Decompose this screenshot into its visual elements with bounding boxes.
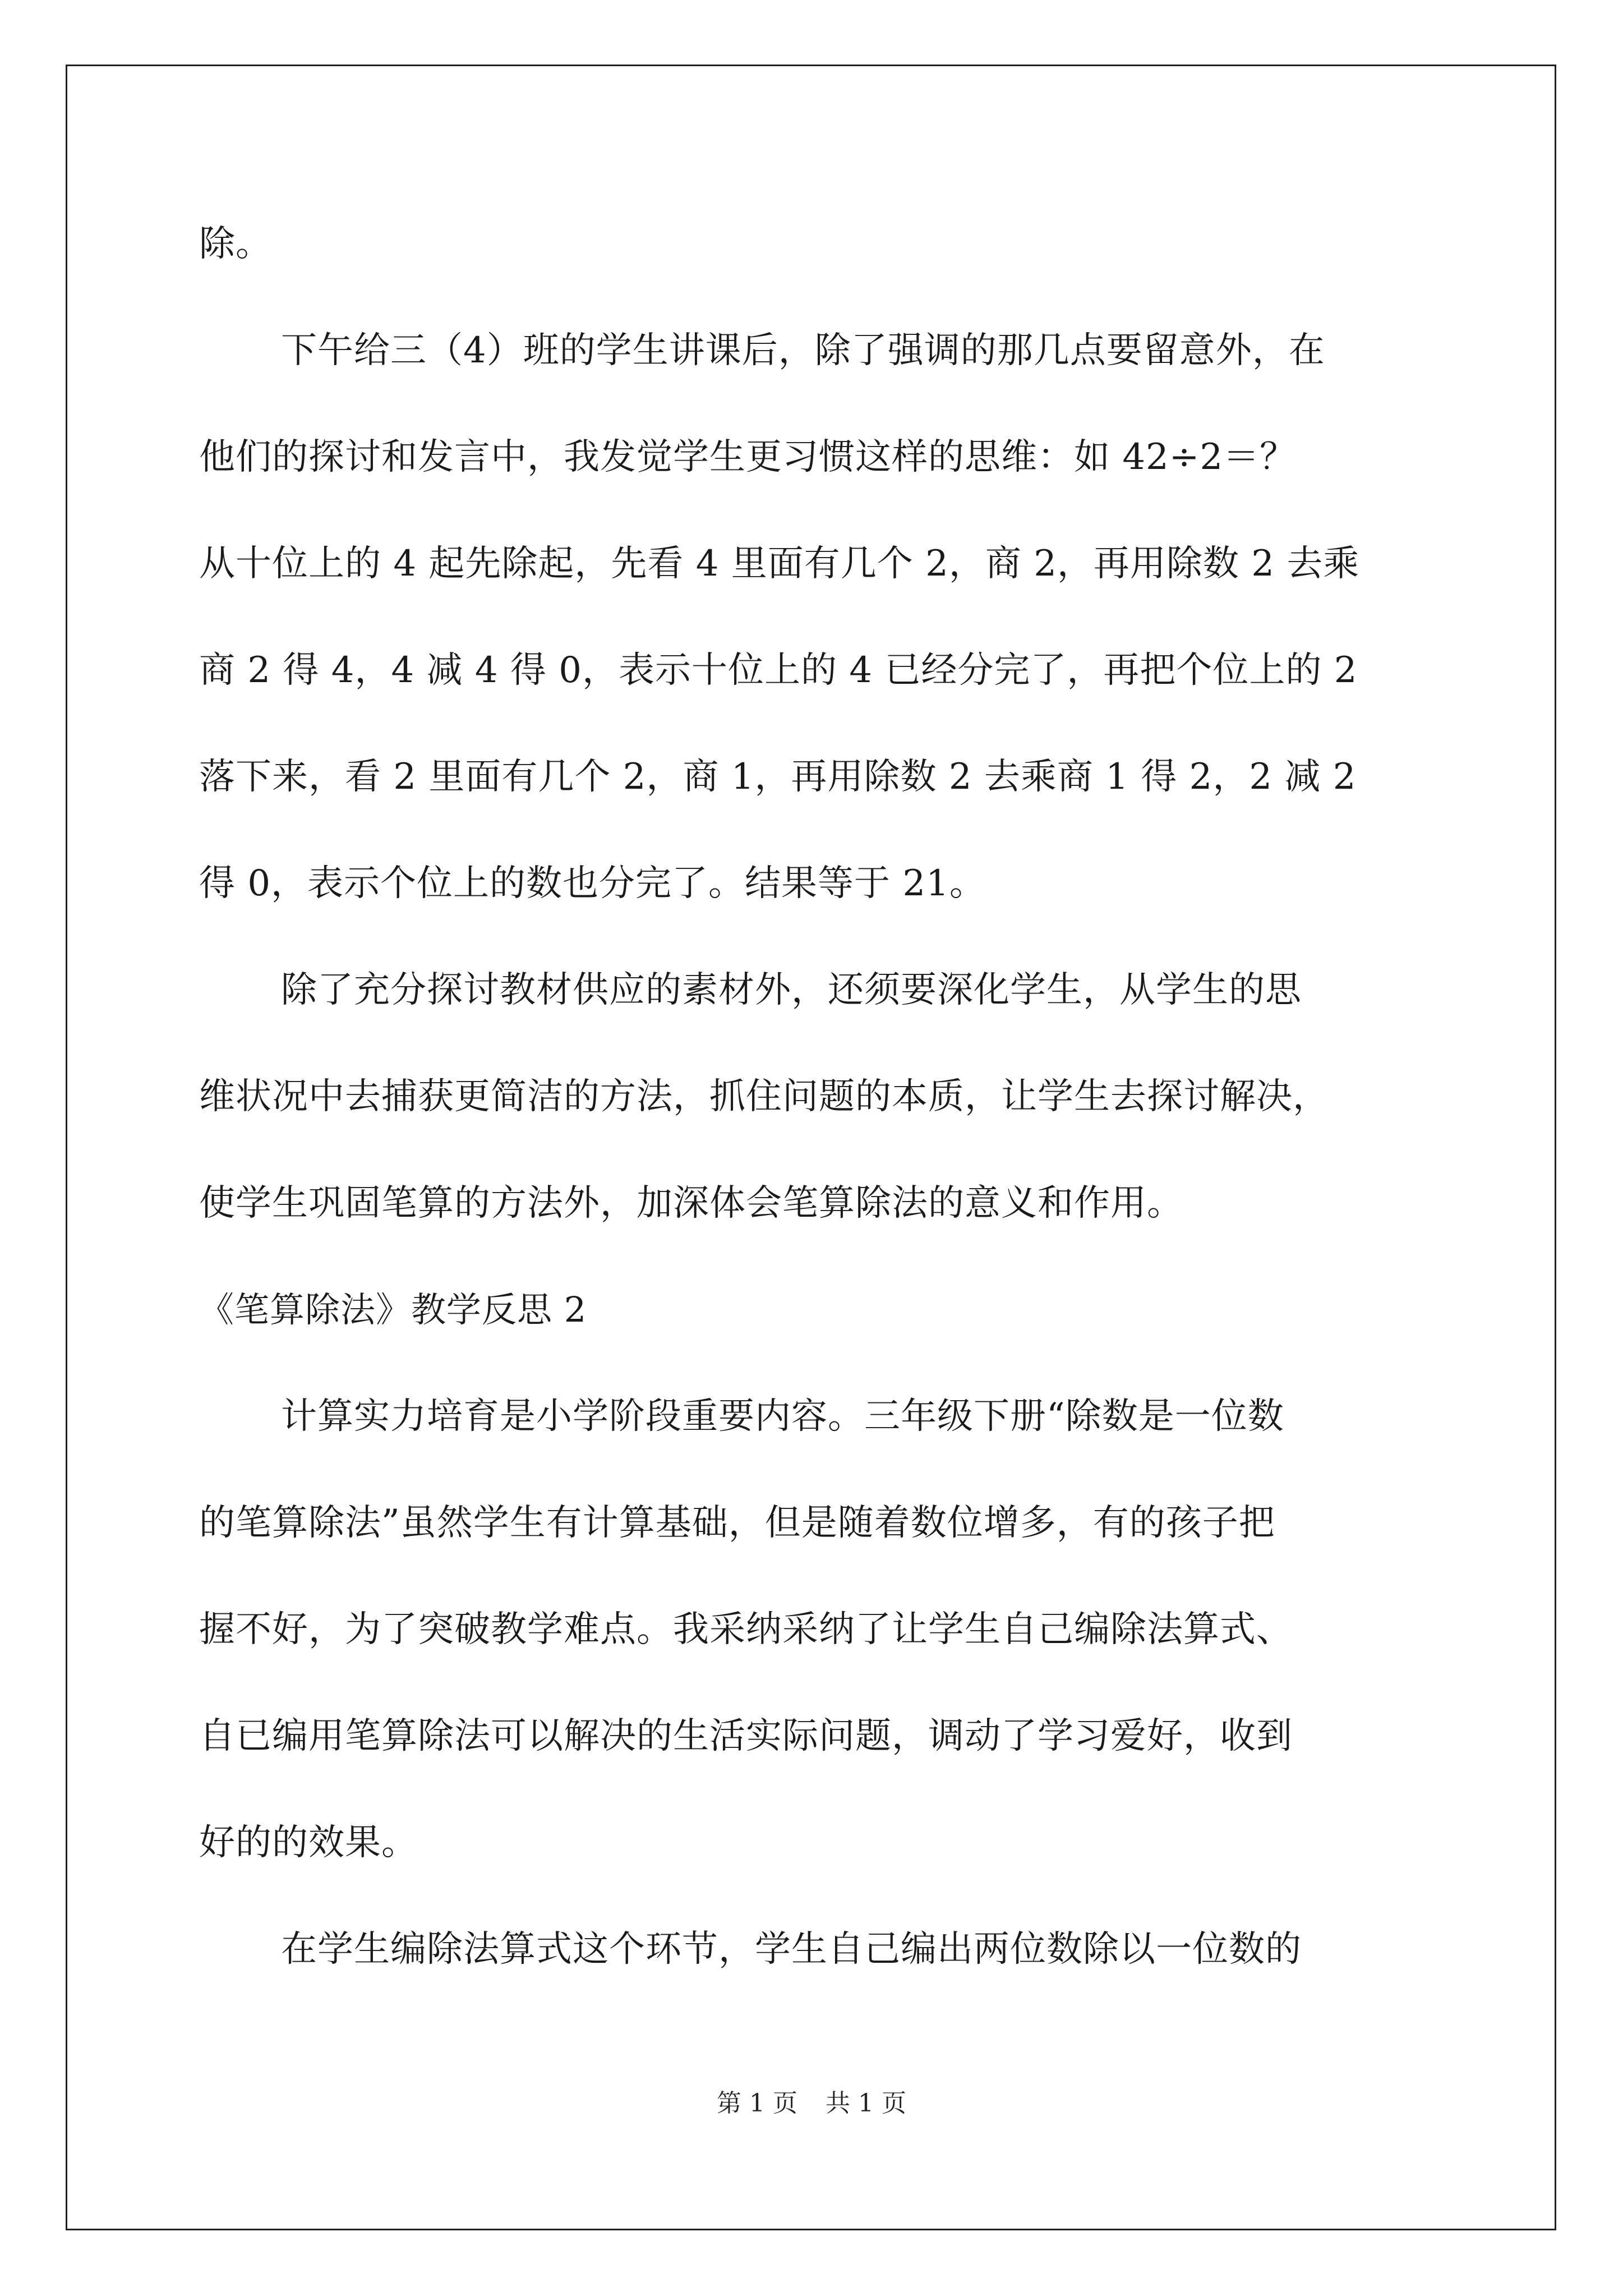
page-total: 共 1 页	[826, 2089, 906, 2118]
paragraph-start-line: 在学生编除法算式这个环节，学生自己编出两位数除以一位数的	[281, 1929, 1302, 1970]
paragraph-start-line: 除了充分探讨教材供应的素材外，还须要深化学生，从学生的思	[281, 969, 1302, 1011]
text-line: 得 0，表示个位上的数也分完了。结果等于 21。	[199, 863, 986, 904]
text-line: 他们的探讨和发言中，我发觉学生更习惯这样的思维：如 42÷2＝？	[199, 436, 1297, 478]
page-border	[66, 65, 1556, 2230]
paragraph-start-line: 下午给三（4）班的学生讲课后，除了强调的那几点要留意外，在	[281, 330, 1325, 371]
text-line: 落下来，看 2 里面有几个 2，商 1，再用除数 2 去乘商 1 得 2，2 减 2	[199, 756, 1357, 798]
text-line: 商 2 得 4，4 减 4 得 0，表示十位上的 4 已经分完了，再把个位上的 2	[199, 650, 1358, 691]
text-line: 维状况中去捕获更简洁的方法，抓住问题的本质，让学生去探讨解决，	[199, 1076, 1329, 1117]
text-line: 好的的效果。	[199, 1822, 418, 1864]
page-number: 第 1 页	[717, 2089, 797, 2118]
text-line: 使学生巩固笔算的方法外，加深体会笔算除法的意义和作用。	[199, 1182, 1183, 1224]
page-footer	[0, 2087, 1623, 2120]
text-line: 自已编用笔算除法可以解决的生活实际问题，调动了学习爱好，收到	[199, 1715, 1293, 1757]
text-line: 从十位上的 4 起先除起，先看 4 里面有几个 2，商 2，再用除数 2 去乘	[199, 543, 1360, 585]
section-heading: 《笔算除法》教学反思 2	[199, 1289, 587, 1330]
paragraph-start-line: 计算实力培育是小学阶段重要内容。三年级下册“除数是一位数	[281, 1396, 1284, 1437]
text-line: 的笔算除法”虽然学生有计算基础，但是随着数位增多，有的孩子把	[199, 1502, 1275, 1544]
text-line: 握不好，为了突破教学难点。我采纳采纳了让学生自己编除法算式、	[199, 1609, 1293, 1650]
text-line: 除。	[199, 223, 272, 265]
